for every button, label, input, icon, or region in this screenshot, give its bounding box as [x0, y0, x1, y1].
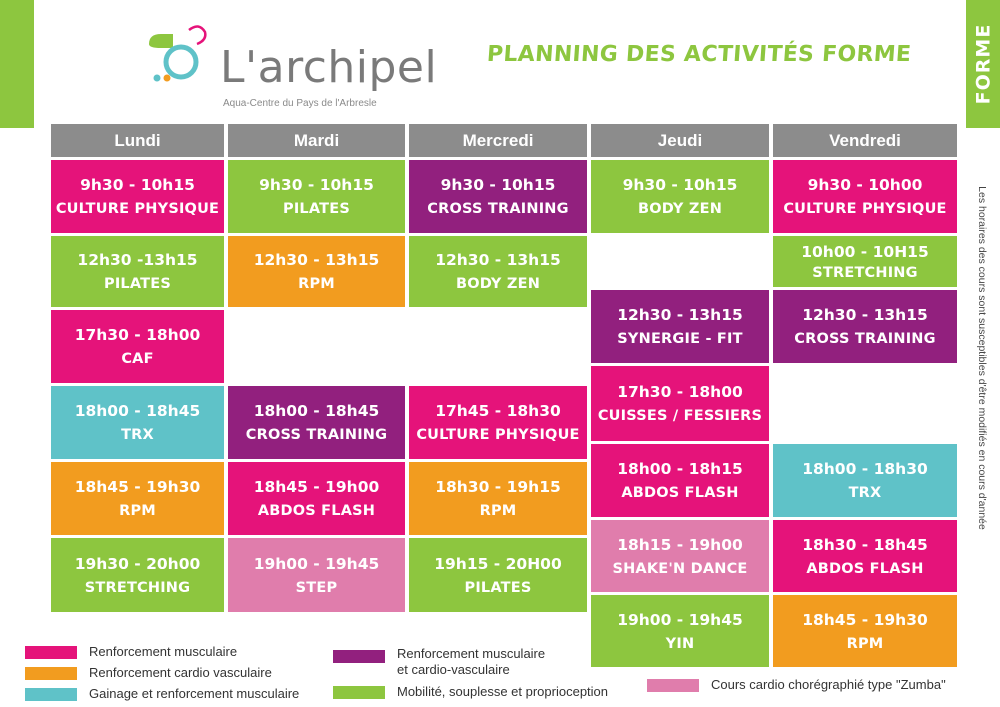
session-name: SHAKE'N DANCE [612, 560, 748, 577]
day-header-jeudi: Jeudi [591, 124, 769, 157]
session-time: 9h30 - 10h15 [259, 176, 374, 194]
legend-item-pink [25, 644, 237, 660]
session-name: STEP [295, 579, 338, 596]
session-name: TRX [121, 427, 154, 443]
session-name: CROSS TRAINING [427, 201, 569, 217]
session-vendredi-2 [773, 236, 957, 287]
session-name: STRETCHING [84, 579, 191, 596]
session-jeudi-2 [591, 290, 769, 363]
session-name: CAF [121, 351, 154, 367]
logo-tagline: Aqua-Centre du Pays de l'Arbresle [223, 98, 377, 109]
schedule-disclaimer-text: Les horaires des cours sont susceptibles d'être modifiés en cours d'année [976, 186, 988, 530]
legend-label: Renforcement cardio vasculaire [89, 665, 272, 680]
session-jeudi-3 [591, 366, 769, 441]
session-vendredi-6 [773, 595, 957, 667]
session-time: 18h00 - 18h45 [253, 402, 380, 420]
session-name: PILATES [283, 201, 350, 217]
session-name: PILATES [104, 276, 171, 292]
session-time: 19h00 - 19h45 [617, 610, 743, 629]
session-vendredi-5 [773, 520, 957, 592]
legend-label: Mobilité, souplesse et proprioception [397, 684, 609, 699]
day-header-mardi: Mardi [228, 124, 405, 157]
session-time: 18h00 - 18h45 [74, 402, 201, 420]
session-lundi-6 [51, 538, 224, 612]
session-lundi-5 [51, 462, 224, 535]
session-mardi-3 [228, 386, 405, 459]
logo [145, 22, 445, 117]
session-time: 19h30 - 20h00 [74, 554, 201, 573]
archipel-logo-icon [145, 22, 220, 92]
session-time: 17h30 - 18h00 [74, 326, 201, 344]
legend-label-line-2: et cardio-vasculaire [397, 662, 510, 677]
session-time: 9h30 - 10h15 [80, 176, 195, 194]
session-jeudi-6 [591, 595, 769, 667]
session-name: CROSS TRAINING [245, 427, 388, 443]
legend-label: Renforcement musculaire [89, 644, 238, 659]
legend-swatch [333, 686, 385, 699]
session-vendredi-3 [773, 290, 957, 363]
legend-item-purple [333, 646, 545, 678]
session-name: RPM [479, 503, 517, 519]
session-name: YIN [665, 635, 695, 652]
session-mardi-5 [228, 538, 405, 612]
session-mardi-4 [228, 462, 405, 535]
session-name: RPM [119, 503, 156, 519]
legend-item-orange [25, 665, 272, 681]
legend-swatch [25, 667, 77, 680]
session-mercredi-3 [409, 386, 587, 459]
session-jeudi-4 [591, 444, 769, 517]
session-mercredi-2 [409, 236, 587, 307]
session-mardi-2 [228, 236, 405, 307]
session-time: 12h30 - 13h15 [253, 251, 380, 269]
session-time: 12h30 -13h15 [77, 251, 198, 269]
forme-tab [966, 0, 1000, 128]
session-vendredi-4 [773, 444, 957, 517]
session-time: 10h00 - 10H15 [801, 242, 929, 261]
legend-swatch [647, 679, 699, 692]
legend-item-teal [25, 686, 299, 702]
session-name: STRETCHING [812, 264, 918, 281]
session-name: ABDOS FLASH [621, 485, 739, 501]
schedule-disclaimer [972, 180, 986, 540]
session-time: 18h30 - 19h15 [435, 478, 561, 496]
session-name: PILATES [464, 579, 532, 596]
session-time: 12h30 - 13h15 [617, 306, 743, 324]
session-time: 19h15 - 20H00 [434, 554, 562, 573]
session-time: 9h30 - 10h15 [440, 176, 556, 194]
session-mercredi-1 [409, 160, 587, 233]
session-lundi-3 [51, 310, 224, 383]
session-time: 12h30 - 13h15 [802, 306, 928, 324]
session-name: RPM [298, 276, 335, 292]
session-name: CULTURE PHYSIQUE [783, 201, 947, 217]
session-time: 17h30 - 18h00 [617, 383, 743, 401]
day-header-mercredi: Mercredi [409, 124, 587, 157]
session-time: 12h30 - 13h15 [435, 251, 561, 269]
logo-name: L'archipel [220, 42, 438, 93]
session-lundi-4 [51, 386, 224, 459]
legend-item-light-pink [647, 677, 946, 693]
session-jeudi-5 [591, 520, 769, 592]
session-name: CULTURE PHYSIQUE [416, 427, 580, 443]
session-name: TRX [848, 485, 882, 501]
corner-decoration [0, 0, 34, 128]
session-name: CROSS TRAINING [794, 331, 936, 347]
session-time: 9h30 - 10h00 [807, 176, 923, 194]
session-vendredi-1 [773, 160, 957, 233]
session-time: 17h45 - 18h30 [435, 402, 561, 420]
session-name: ABDOS FLASH [806, 560, 924, 577]
legend-label [397, 646, 545, 678]
session-lundi-1 [51, 160, 224, 233]
session-time: 9h30 - 10h15 [622, 176, 738, 194]
session-mercredi-4 [409, 462, 587, 535]
session-time: 18h15 - 19h00 [617, 535, 743, 554]
day-header-lundi: Lundi [51, 124, 224, 157]
session-name: BODY ZEN [455, 276, 541, 292]
legend-swatch [25, 688, 77, 701]
session-time: 18h30 - 18h45 [802, 535, 928, 554]
session-mercredi-5 [409, 538, 587, 612]
forme-tab-label: FORME [972, 23, 994, 105]
session-name: ABDOS FLASH [257, 503, 376, 519]
page-title: PLANNING DES ACTIVITÉS FORME [486, 42, 913, 67]
session-time: 18h45 - 19h30 [802, 610, 928, 629]
session-lundi-2 [51, 236, 224, 307]
session-name: RPM [846, 635, 884, 652]
legend-swatch [25, 646, 77, 659]
legend-item-green [333, 684, 608, 700]
session-time: 18h45 - 19h00 [253, 478, 380, 496]
legend-label: Cours cardio chorégraphié type "Zumba" [711, 677, 946, 692]
session-name: BODY ZEN [637, 201, 723, 217]
session-time: 18h45 - 19h30 [74, 478, 201, 496]
session-jeudi-1 [591, 160, 769, 233]
legend-label-line-1: Renforcement musculaire [397, 646, 546, 661]
session-time: 18h00 - 18h15 [617, 460, 743, 478]
session-name: CULTURE PHYSIQUE [55, 201, 220, 217]
session-time: 19h00 - 19h45 [253, 554, 380, 573]
legend-label: Gainage et renforcement musculaire [89, 686, 300, 701]
session-mardi-1 [228, 160, 405, 233]
session-name: CUISSES / FESSIERS [597, 408, 763, 424]
session-name: SYNERGIE - FIT [617, 331, 743, 347]
session-time: 18h00 - 18h30 [802, 460, 928, 478]
legend-swatch [333, 650, 385, 663]
day-header-vendredi: Vendredi [773, 124, 957, 157]
